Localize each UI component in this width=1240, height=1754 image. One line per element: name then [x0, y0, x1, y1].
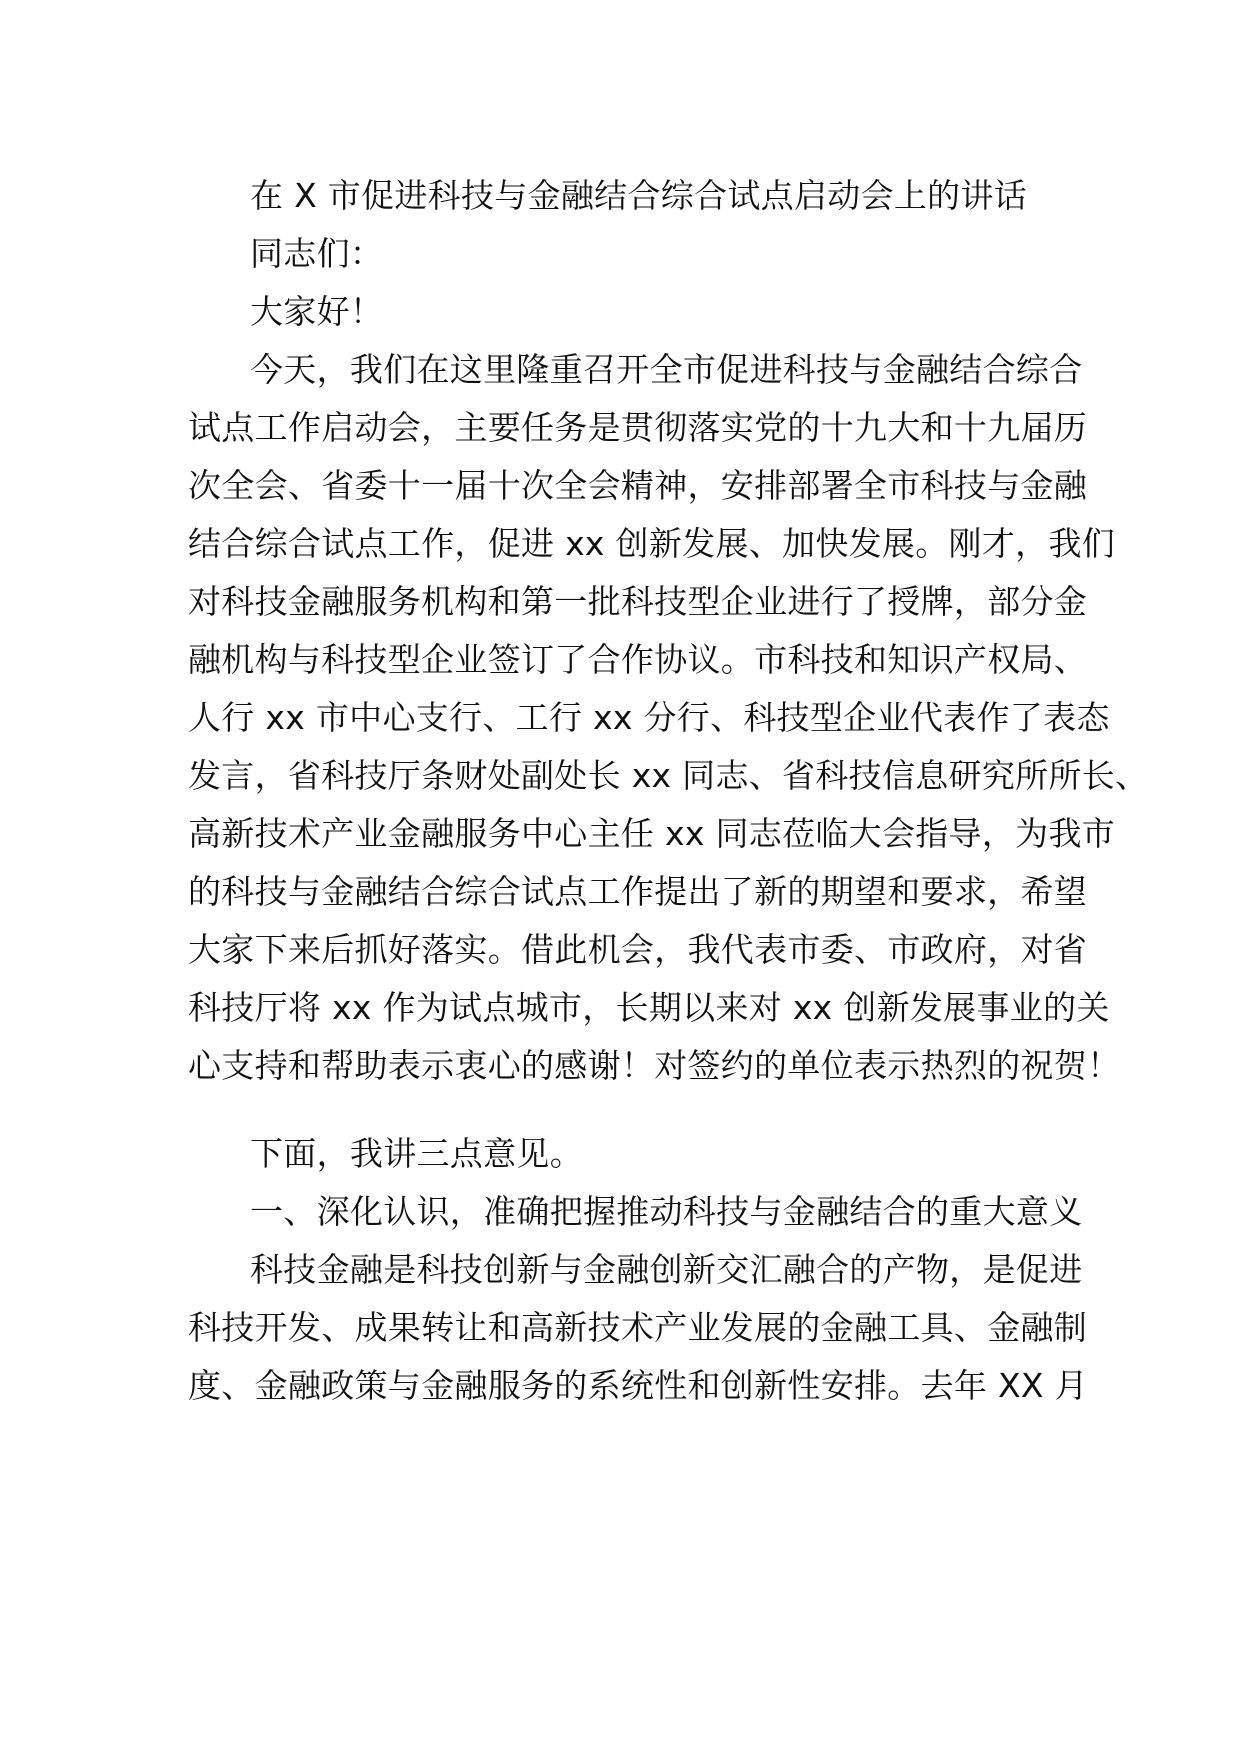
paragraph-line: 今天，我们在这里隆重召开全市促进科技与金融结合综合: [250, 350, 1083, 389]
paragraph-line: 对科技金融服务机构和第一批科技型企业进行了授牌，部分金: [188, 582, 1088, 621]
paragraph-line: 科技开发、成果转让和高新技术产业发展的金融工具、金融制: [188, 1308, 1088, 1347]
document-title: 在 X 市促进科技与金融结合综合试点启动会上的讲话: [250, 176, 1028, 215]
paragraph-line: 结合综合试点工作，促进 xx 创新发展、加快发展。刚才，我们: [188, 524, 1116, 563]
salutation: 大家好！: [250, 292, 384, 331]
paragraph-line: 度、金融政策与金融服务的系统性和创新性安排。去年 XX 月: [188, 1366, 1088, 1405]
paragraph-line: 的科技与金融结合综合试点工作提出了新的期望和要求，希望: [188, 872, 1088, 911]
paragraph-line: 次全会、省委十一届十次全会精神，安排部署全市科技与金融: [188, 466, 1088, 505]
paragraph-line: 融机构与科技型企业签订了合作协议。市科技和知识产权局、: [188, 640, 1088, 679]
paragraph-line: 高新技术产业金融服务中心主任 xx 同志莅临大会指导，为我市: [188, 814, 1116, 853]
greeting: 同志们：: [250, 234, 384, 273]
paragraph-line: 人行 xx 市中心支行、工行 xx 分行、科技型企业代表作了表态: [188, 698, 1110, 737]
section-heading: 一、深化认识，准确把握推动科技与金融结合的重大意义: [250, 1192, 1083, 1231]
paragraph-line: 科技厅将 xx 作为试点城市，长期以来对 xx 创新发展事业的关: [188, 988, 1110, 1027]
paragraph-line: 试点工作启动会，主要任务是贯彻落实党的十九大和十九届历: [188, 408, 1088, 447]
paragraph-line: 发言，省科技厅条财处副处长 xx 同志、省科技信息研究所所长、: [188, 756, 1149, 795]
paragraph-line: 大家下来后抓好落实。借此机会，我代表市委、市政府，对省: [188, 930, 1088, 969]
paragraph-line: 科技金融是科技创新与金融创新交汇融合的产物，是促进: [250, 1250, 1083, 1289]
paragraph-line: 心支持和帮助表示衷心的感谢！对签约的单位表示热烈的祝贺！: [188, 1046, 1121, 1085]
paragraph-intro: 下面，我讲三点意见。: [250, 1134, 583, 1173]
